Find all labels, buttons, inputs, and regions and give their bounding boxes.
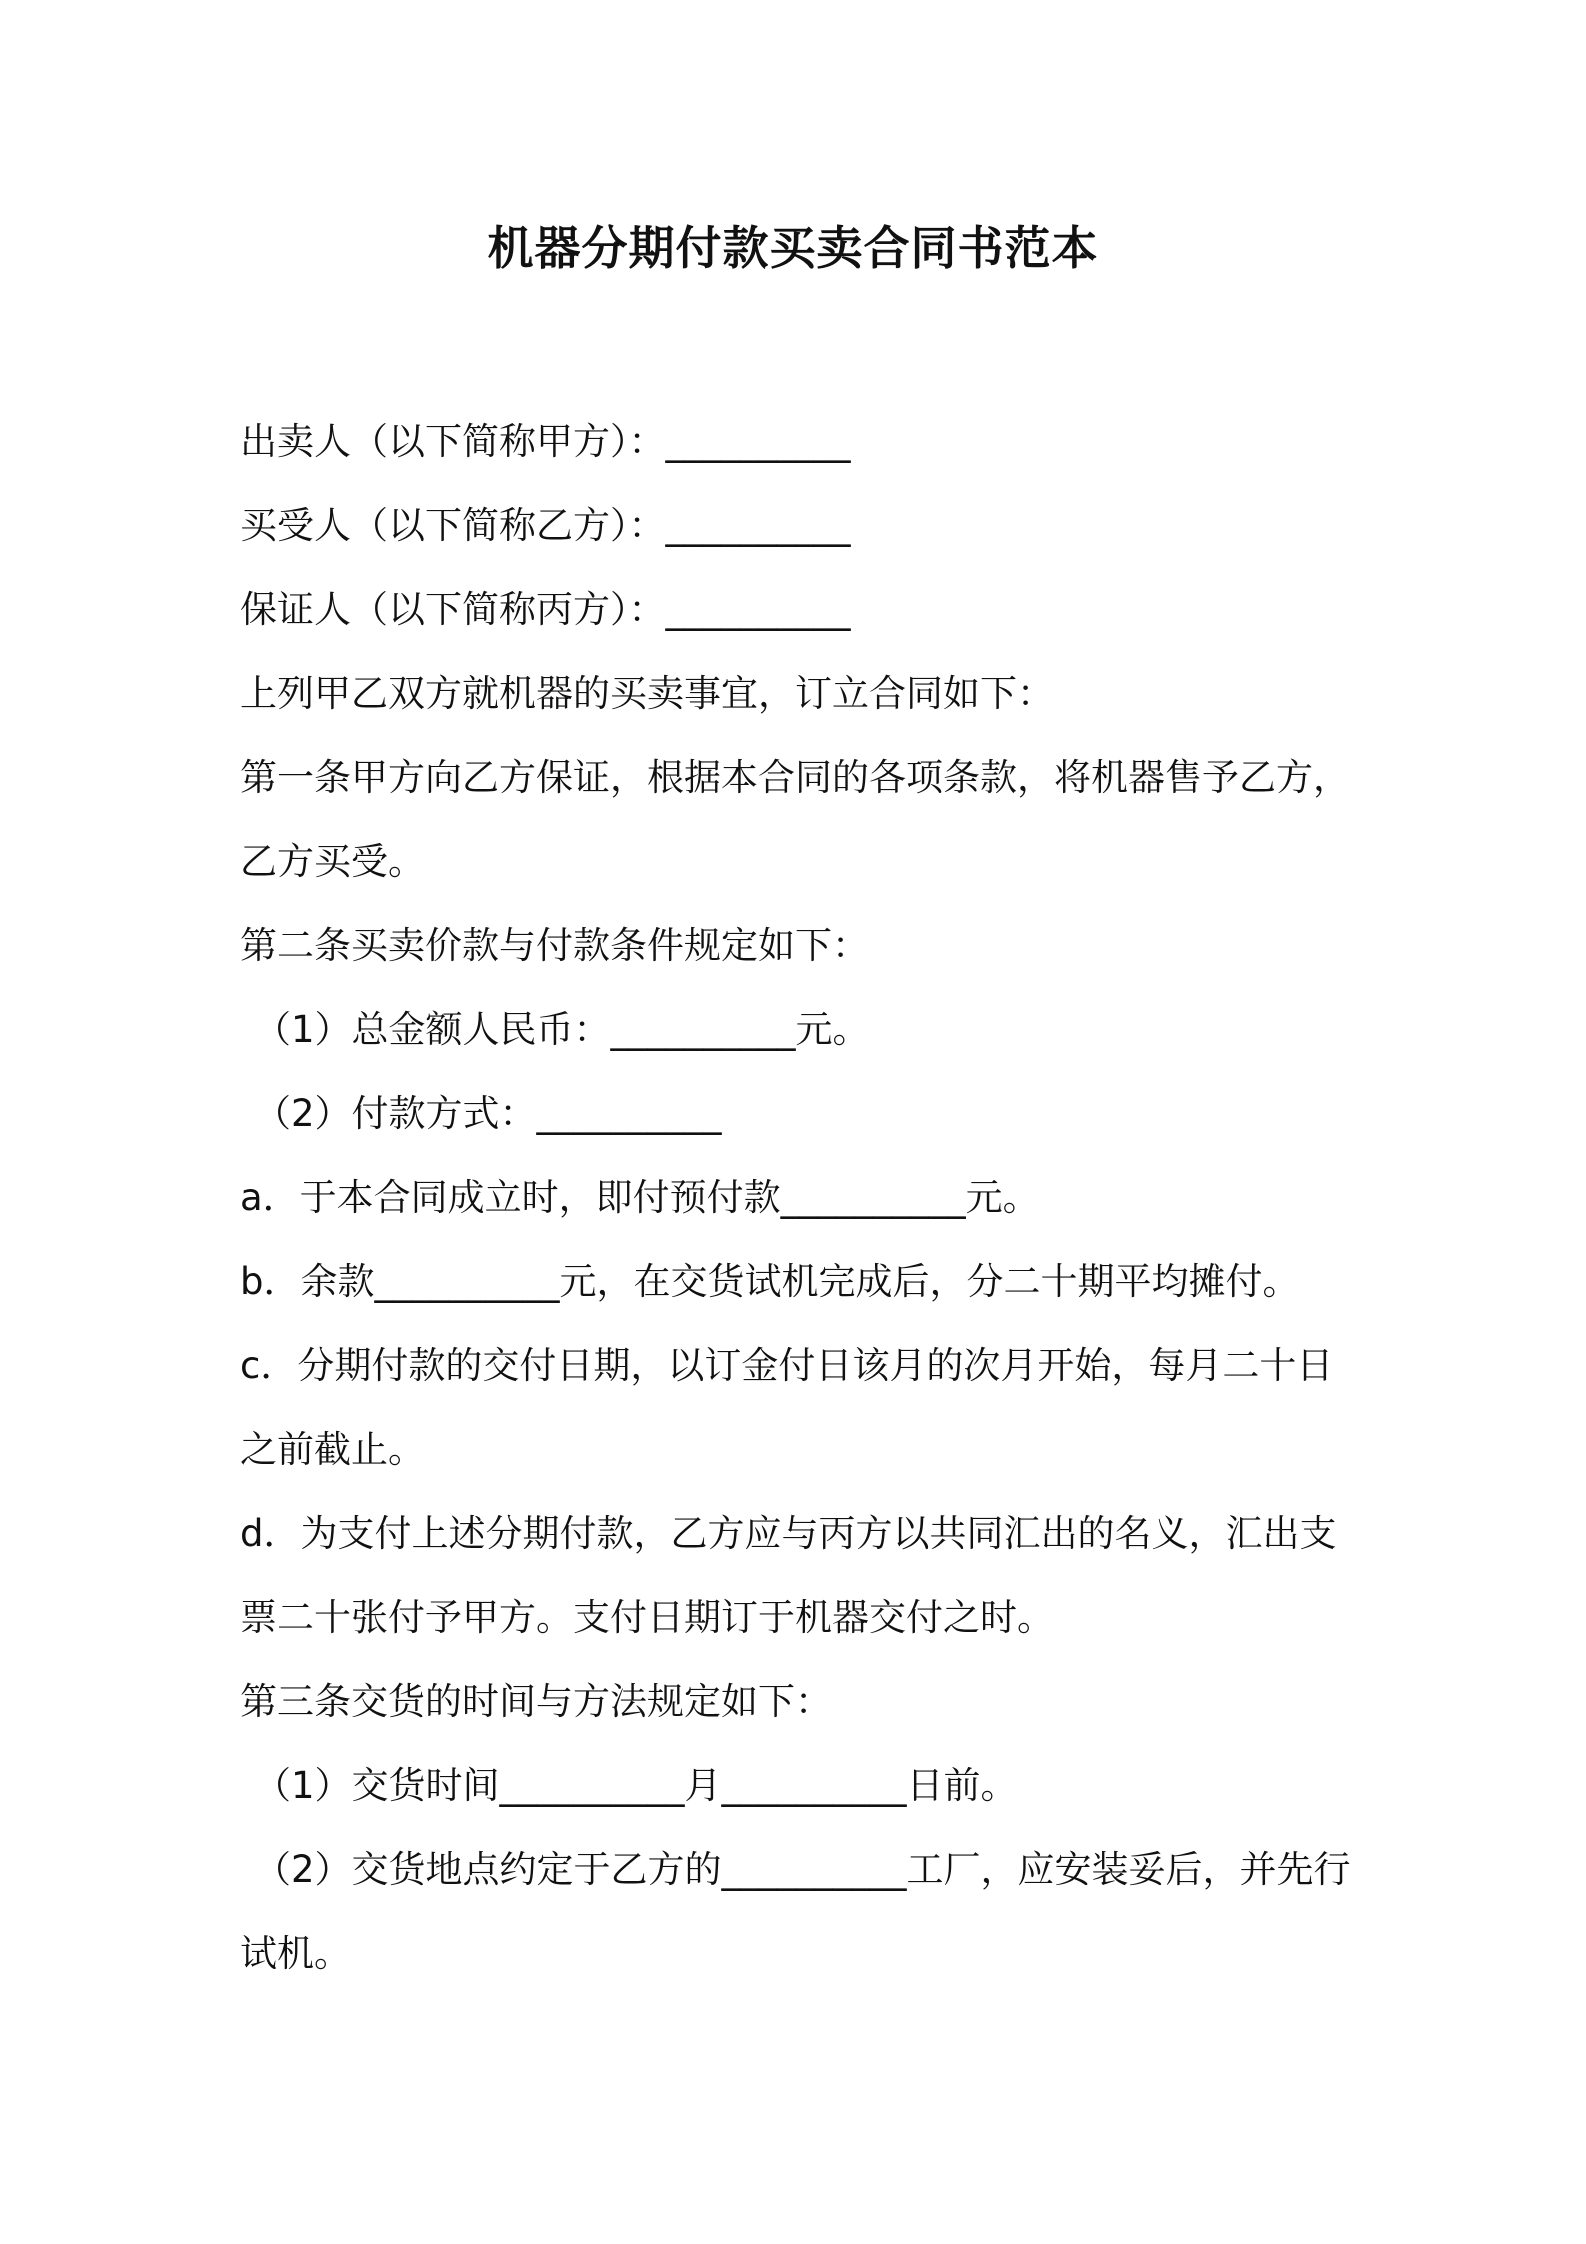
document-title: 机器分期付款买卖合同书范本 bbox=[487, 221, 1099, 275]
article-2-sub-d-line-1: d．为支付上述分期付款，乙方应与丙方以共同汇出的名义，汇出支 bbox=[240, 1512, 1337, 1555]
article-1-line-1: 第一条甲方向乙方保证，根据本合同的各项条款，将机器售予乙方， bbox=[240, 756, 1350, 799]
article-2-sub-c-line-1: c．分期付款的交付日期，以订金付日该月的次月开始，每月二十日 bbox=[240, 1344, 1334, 1387]
buyer-line: 买受人（以下简称乙方）：__________ bbox=[240, 504, 851, 547]
guarantor-line: 保证人（以下简称丙方）：__________ bbox=[240, 588, 851, 631]
article-3-item-2-line-1: （2）交货地点约定于乙方的__________工厂，应安装妥后，并先行 bbox=[254, 1848, 1351, 1891]
article-2-sub-c-line-2: 之前截止。 bbox=[240, 1428, 425, 1471]
article-2-sub-b: b．余款__________元，在交货试机完成后，分二十期平均摊付。 bbox=[240, 1260, 1300, 1303]
article-2-sub-a: a．于本合同成立时，即付预付款__________元。 bbox=[240, 1176, 1040, 1219]
document-body bbox=[240, 400, 1360, 1996]
article-2-item-2: （2）付款方式：__________ bbox=[254, 1092, 722, 1135]
article-3-item-2-line-2: 试机。 bbox=[240, 1932, 351, 1975]
article-2-item-1: （1）总金额人民币：__________元。 bbox=[254, 1008, 870, 1051]
article-2-sub-d-line-2: 票二十张付予甲方。支付日期订于机器交付之时。 bbox=[240, 1596, 1054, 1639]
article-3-heading: 第三条交货的时间与方法规定如下： bbox=[240, 1680, 832, 1723]
article-3-item-1: （1）交货时间__________月__________日前。 bbox=[254, 1764, 1018, 1807]
seller-line: 出卖人（以下简称甲方）：__________ bbox=[240, 420, 851, 463]
preamble-line: 上列甲乙双方就机器的买卖事宜，订立合同如下： bbox=[240, 672, 1054, 715]
article-1-line-2: 乙方买受。 bbox=[240, 840, 425, 883]
article-2-heading: 第二条买卖价款与付款条件规定如下： bbox=[240, 924, 869, 967]
